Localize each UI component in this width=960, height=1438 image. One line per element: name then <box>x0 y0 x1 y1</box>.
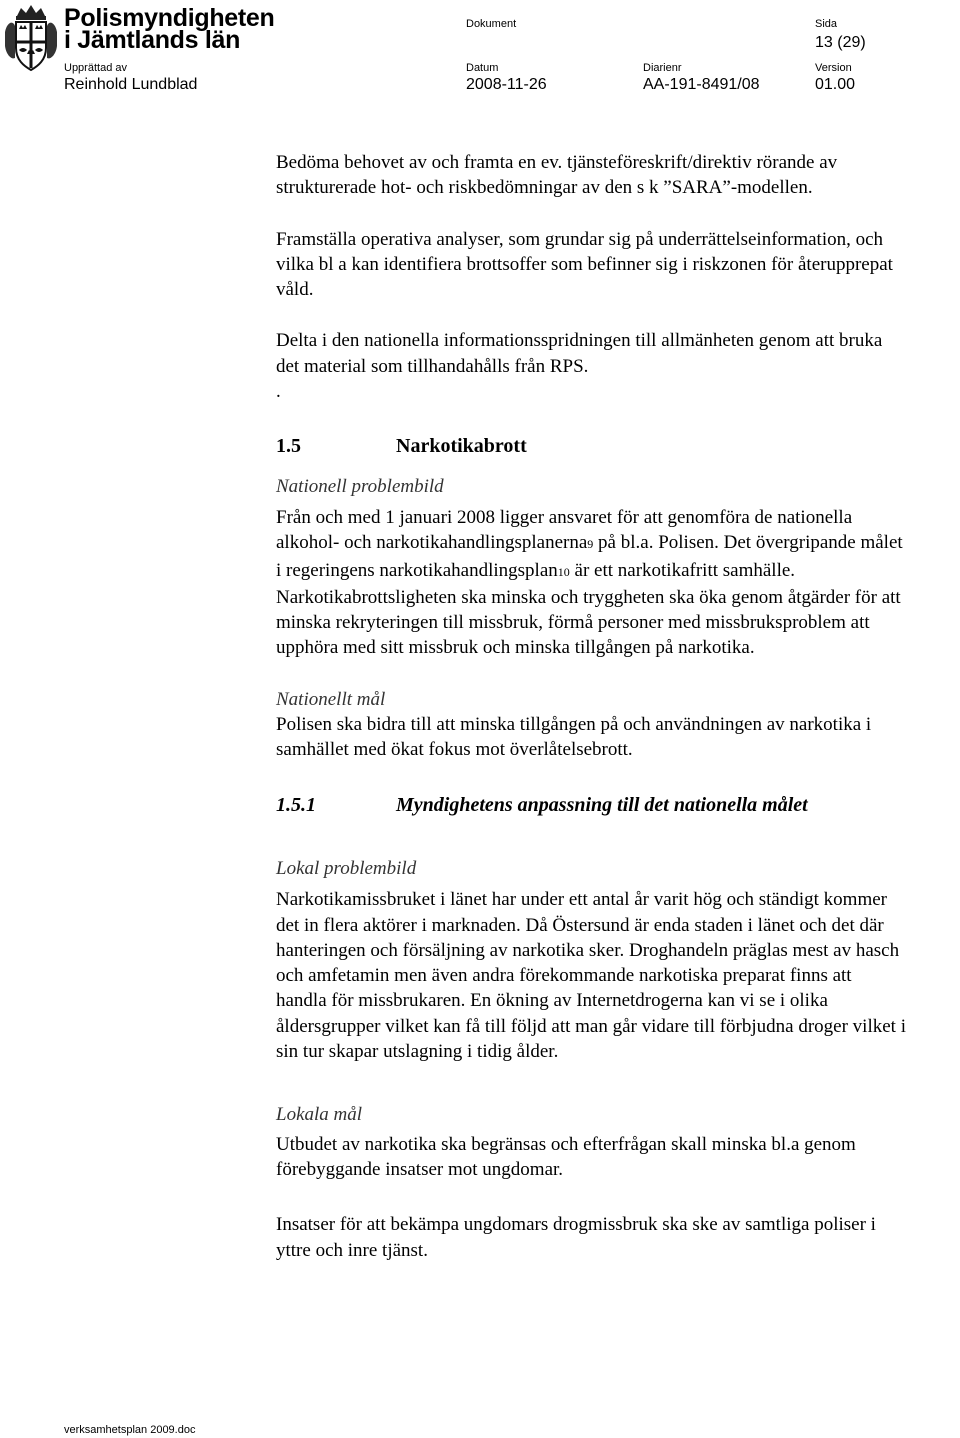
paragraph: Framställa operativa analyser, som grundar sig på underrättelseinformation, och vilka bl a kan identifiera brottsoffer som befinner sig i riskzonen för återupprepat våld. <box>276 228 893 301</box>
section-number: 1.5 <box>276 435 301 458</box>
paragraph: Polisen ska bidra till att minska tillgången på och användningen av narkotika i samhället med ökat fokus mot överlåtelsebrott. <box>276 714 872 761</box>
paragraph: Narkotikabrottsligheten ska minska och tryggheten ska öka genom åtgärder för att minska rekryteringen till missbruk, förmå personer med missbruksproblem att upphöra med sitt missbruk och minska tillgången på narkotika. <box>276 586 901 659</box>
paragraph: Delta i den nationella informationsspridningen till allmänheten genom att bruka det material som tillhandahålls från RPS. <box>276 330 883 377</box>
paragraph: Insatser för att bekämpa ungdomars drogmissbruk ska ske av samtliga poliser i yttre och inre tjänst. <box>276 1214 876 1261</box>
datum-value: 2008-11-26 <box>466 76 547 93</box>
footnote-ref: 10 <box>557 564 570 579</box>
paragraph: Bedöma behovet av och framta en ev. tjänsteföreskrift/direktiv rörande av strukturerade hot- och riskbedömningar av den s k ”SARA”-modellen. <box>276 152 838 199</box>
version-value: 01.00 <box>815 76 856 93</box>
subheading-nationellt-mal: Nationellt mål <box>276 688 386 710</box>
letterhead <box>0 0 960 100</box>
diarienr-label: Diarienr <box>643 62 682 74</box>
section-title: Myndighetens anpassning till det nationella målet <box>396 793 808 816</box>
crest-icon <box>3 2 59 74</box>
paragraph-dot: . <box>276 381 281 403</box>
org-name-line1: Polismyndigheten <box>64 4 275 32</box>
section-number: 1.5.1 <box>276 793 316 816</box>
footnote-ref: 9 <box>587 537 594 552</box>
section-heading-1-5 <box>276 434 906 459</box>
subheading-lokal-problembild: Lokal problembild <box>276 857 417 879</box>
upprattad-label: Upprättad av <box>64 62 127 74</box>
diarienr-value: AA-191-8491/08 <box>643 76 760 93</box>
org-name-line2: i Jämtlands län <box>64 26 241 54</box>
subheading-lokala-mal: Lokala mål <box>276 1104 363 1126</box>
section-title: Narkotikabrott <box>396 435 527 458</box>
paragraph: Från och med 1 januari 2008 ligger ansvaret för att genomföra de nationella alkohol- och narkotikahandlingsplanerna9 på bl.a. Polisen. Det övergripande målet i regeringens narkotikahandlingsplan10 är ett narkotikafritt samhälle. <box>276 506 903 581</box>
document-body <box>276 150 906 1263</box>
footer-filename: verksamhetsplan 2009.doc <box>64 1424 196 1436</box>
upprattad-value: Reinhold Lundblad <box>64 76 198 93</box>
version-label: Version <box>815 62 852 74</box>
datum-label: Datum <box>466 62 499 74</box>
subheading-nationell-problembild: Nationell problembild <box>276 475 444 497</box>
paragraph: Utbudet av narkotika ska begränsas och efterfrågan skall minska bl.a genom förebyggande insatser mot ungdomar. <box>276 1133 856 1180</box>
section-heading-1-5-1 <box>276 793 906 818</box>
sida-label: Sida <box>815 18 838 30</box>
sida-value: 13 (29) <box>815 34 866 51</box>
dokument-label: Dokument <box>466 18 517 30</box>
paragraph: Narkotikamissbruket i länet har under ett antal år varit hög och ständigt kommer det in flera aktörer i marknaden. Då Östersund är enda staden i länet och det där hanteringen och försäljning av narkotika sker. Droghandeln präglas mest av hasch och amfetamin men även andra förekommande narkotiska preparat finns att handla för missbrukaren. En ökning av Internetdrogerna kan vi se i olika åldersgrupper vilket kan få till följd att man går vidare till förbjudna droger vilket i sin tur skapar utslagning i tidig ålder. <box>276 889 906 1063</box>
